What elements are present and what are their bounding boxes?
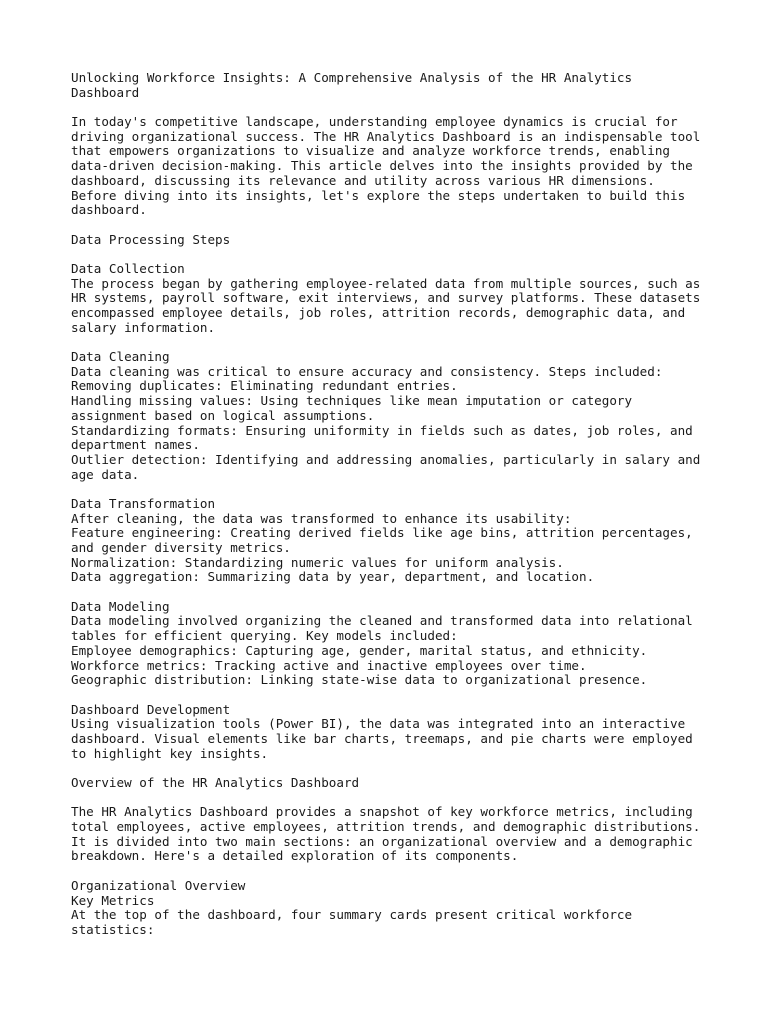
section-heading: Data Processing Steps bbox=[71, 231, 231, 247]
text-line: Geographic distribution: Linking state-wise data to organizational presence. bbox=[71, 672, 648, 688]
text-line: HR systems, payroll software, exit interviews, and survey platforms. These datasets bbox=[71, 290, 701, 306]
development-section bbox=[71, 703, 711, 762]
text-line: Feature engineering: Creating derived fields like age bins, attrition percentages, bbox=[71, 525, 693, 541]
spacer bbox=[71, 247, 711, 262]
subsection-heading: Data Collection bbox=[71, 260, 185, 276]
text-line: Data modeling involved organizing the cleaned and transformed data into relational bbox=[71, 613, 693, 629]
spacer bbox=[71, 100, 711, 115]
subsection-heading: Key Metrics bbox=[71, 892, 155, 908]
text-line: statistics: bbox=[71, 921, 155, 937]
text-line: In today's competitive landscape, understanding employee dynamics is crucial for bbox=[71, 114, 678, 130]
text-line: data-driven decision-making. This article delves into the insights provided by the bbox=[71, 158, 693, 174]
transformation-section bbox=[71, 497, 711, 585]
text-line: age data. bbox=[71, 466, 140, 482]
text-line: dashboard, discussing its relevance and utility across various HR dimensions. bbox=[71, 172, 655, 188]
org-overview-section bbox=[71, 879, 711, 938]
spacer bbox=[71, 218, 711, 233]
text-line: At the top of the dashboard, four summary cards present critical workforce bbox=[71, 907, 633, 923]
text-line: total employees, active employees, attrition trends, and demographic distributions. bbox=[71, 819, 701, 835]
text-line: Data aggregation: Summarizing data by year, department, and location. bbox=[71, 569, 595, 585]
overview-paragraph bbox=[71, 805, 711, 864]
text-line: Outlier detection: Identifying and addressing anomalies, particularly in salary and bbox=[71, 451, 701, 467]
subsection-heading: Data Modeling bbox=[71, 598, 170, 614]
subsection-heading: Data Transformation bbox=[71, 495, 216, 511]
text-line: encompassed employee details, job roles, attrition records, demographic data, and bbox=[71, 305, 686, 320]
intro-paragraph bbox=[71, 115, 711, 218]
text-line: The HR Analytics Dashboard provides a snapshot of key workforce metrics, including bbox=[71, 804, 693, 820]
text-line: dashboard. bbox=[71, 202, 147, 218]
text-line: Employee demographics: Capturing age, gender, marital status, and ethnicity. bbox=[71, 642, 648, 658]
section-heading: Overview of the HR Analytics Dashboard bbox=[71, 775, 360, 790]
text-line: Using visualization tools (Power BI), the data was integrated into an interactive bbox=[71, 716, 686, 732]
spacer bbox=[71, 335, 711, 350]
text-line: Normalization: Standardizing numeric values for uniform analysis. bbox=[71, 554, 564, 570]
cleaning-section bbox=[71, 350, 711, 482]
text-line: Removing duplicates: Eliminating redundant entries. bbox=[71, 378, 458, 394]
subsection-heading: Data Cleaning bbox=[71, 349, 170, 365]
text-line: Workforce metrics: Tracking active and inactive employees over time. bbox=[71, 657, 587, 673]
section-heading: Organizational Overview bbox=[71, 877, 246, 893]
document-page bbox=[71, 71, 711, 938]
text-line: Before diving into its insights, let's explore the steps undertaken to build this bbox=[71, 187, 686, 203]
text-line: dashboard. Visual elements like bar charts, treemaps, and pie charts were employed bbox=[71, 730, 693, 746]
text-line: and gender diversity metrics. bbox=[71, 540, 291, 555]
spacer bbox=[71, 761, 711, 776]
document-title bbox=[71, 71, 711, 100]
spacer bbox=[71, 585, 711, 600]
text-line: salary information. bbox=[71, 319, 216, 335]
text-line: driving organizational success. The HR Analytics Dashboard is an indispensable tool bbox=[71, 128, 701, 144]
text-line: Data cleaning was critical to ensure accuracy and consistency. Steps included: bbox=[71, 363, 663, 379]
text-line: It is divided into two main sections: an organizational overview and a demographic bbox=[71, 833, 693, 849]
title-line: Unlocking Workforce Insights: A Comprehensive Analysis of the HR Analytics bbox=[71, 70, 633, 85]
collection-section bbox=[71, 262, 711, 335]
title-line: Dashboard bbox=[71, 84, 140, 100]
text-line: The process began by gathering employee-related data from multiple sources, such as bbox=[71, 275, 701, 291]
text-line: that empowers organizations to visualize and analyze workforce trends, enabling bbox=[71, 143, 670, 159]
text-line: tables for efficient querying. Key models included: bbox=[71, 628, 458, 644]
modeling-section bbox=[71, 600, 711, 688]
spacer bbox=[71, 688, 711, 703]
text-line: breakdown. Here's a detailed exploration of its components. bbox=[71, 848, 519, 864]
text-line: Standardizing formats: Ensuring uniformity in fields such as dates, job roles, and bbox=[71, 422, 693, 438]
text-line: After cleaning, the data was transformed to enhance its usability: bbox=[71, 510, 572, 526]
spacer bbox=[71, 864, 711, 879]
text-line: assignment based on logical assumptions. bbox=[71, 407, 375, 423]
subsection-heading: Dashboard Development bbox=[71, 701, 231, 717]
text-line: department names. bbox=[71, 437, 200, 453]
spacer bbox=[71, 482, 711, 497]
text-line: to highlight key insights. bbox=[71, 745, 269, 761]
spacer bbox=[71, 791, 711, 806]
text-line: Handling missing values: Using techniques like mean imputation or category bbox=[71, 393, 633, 409]
